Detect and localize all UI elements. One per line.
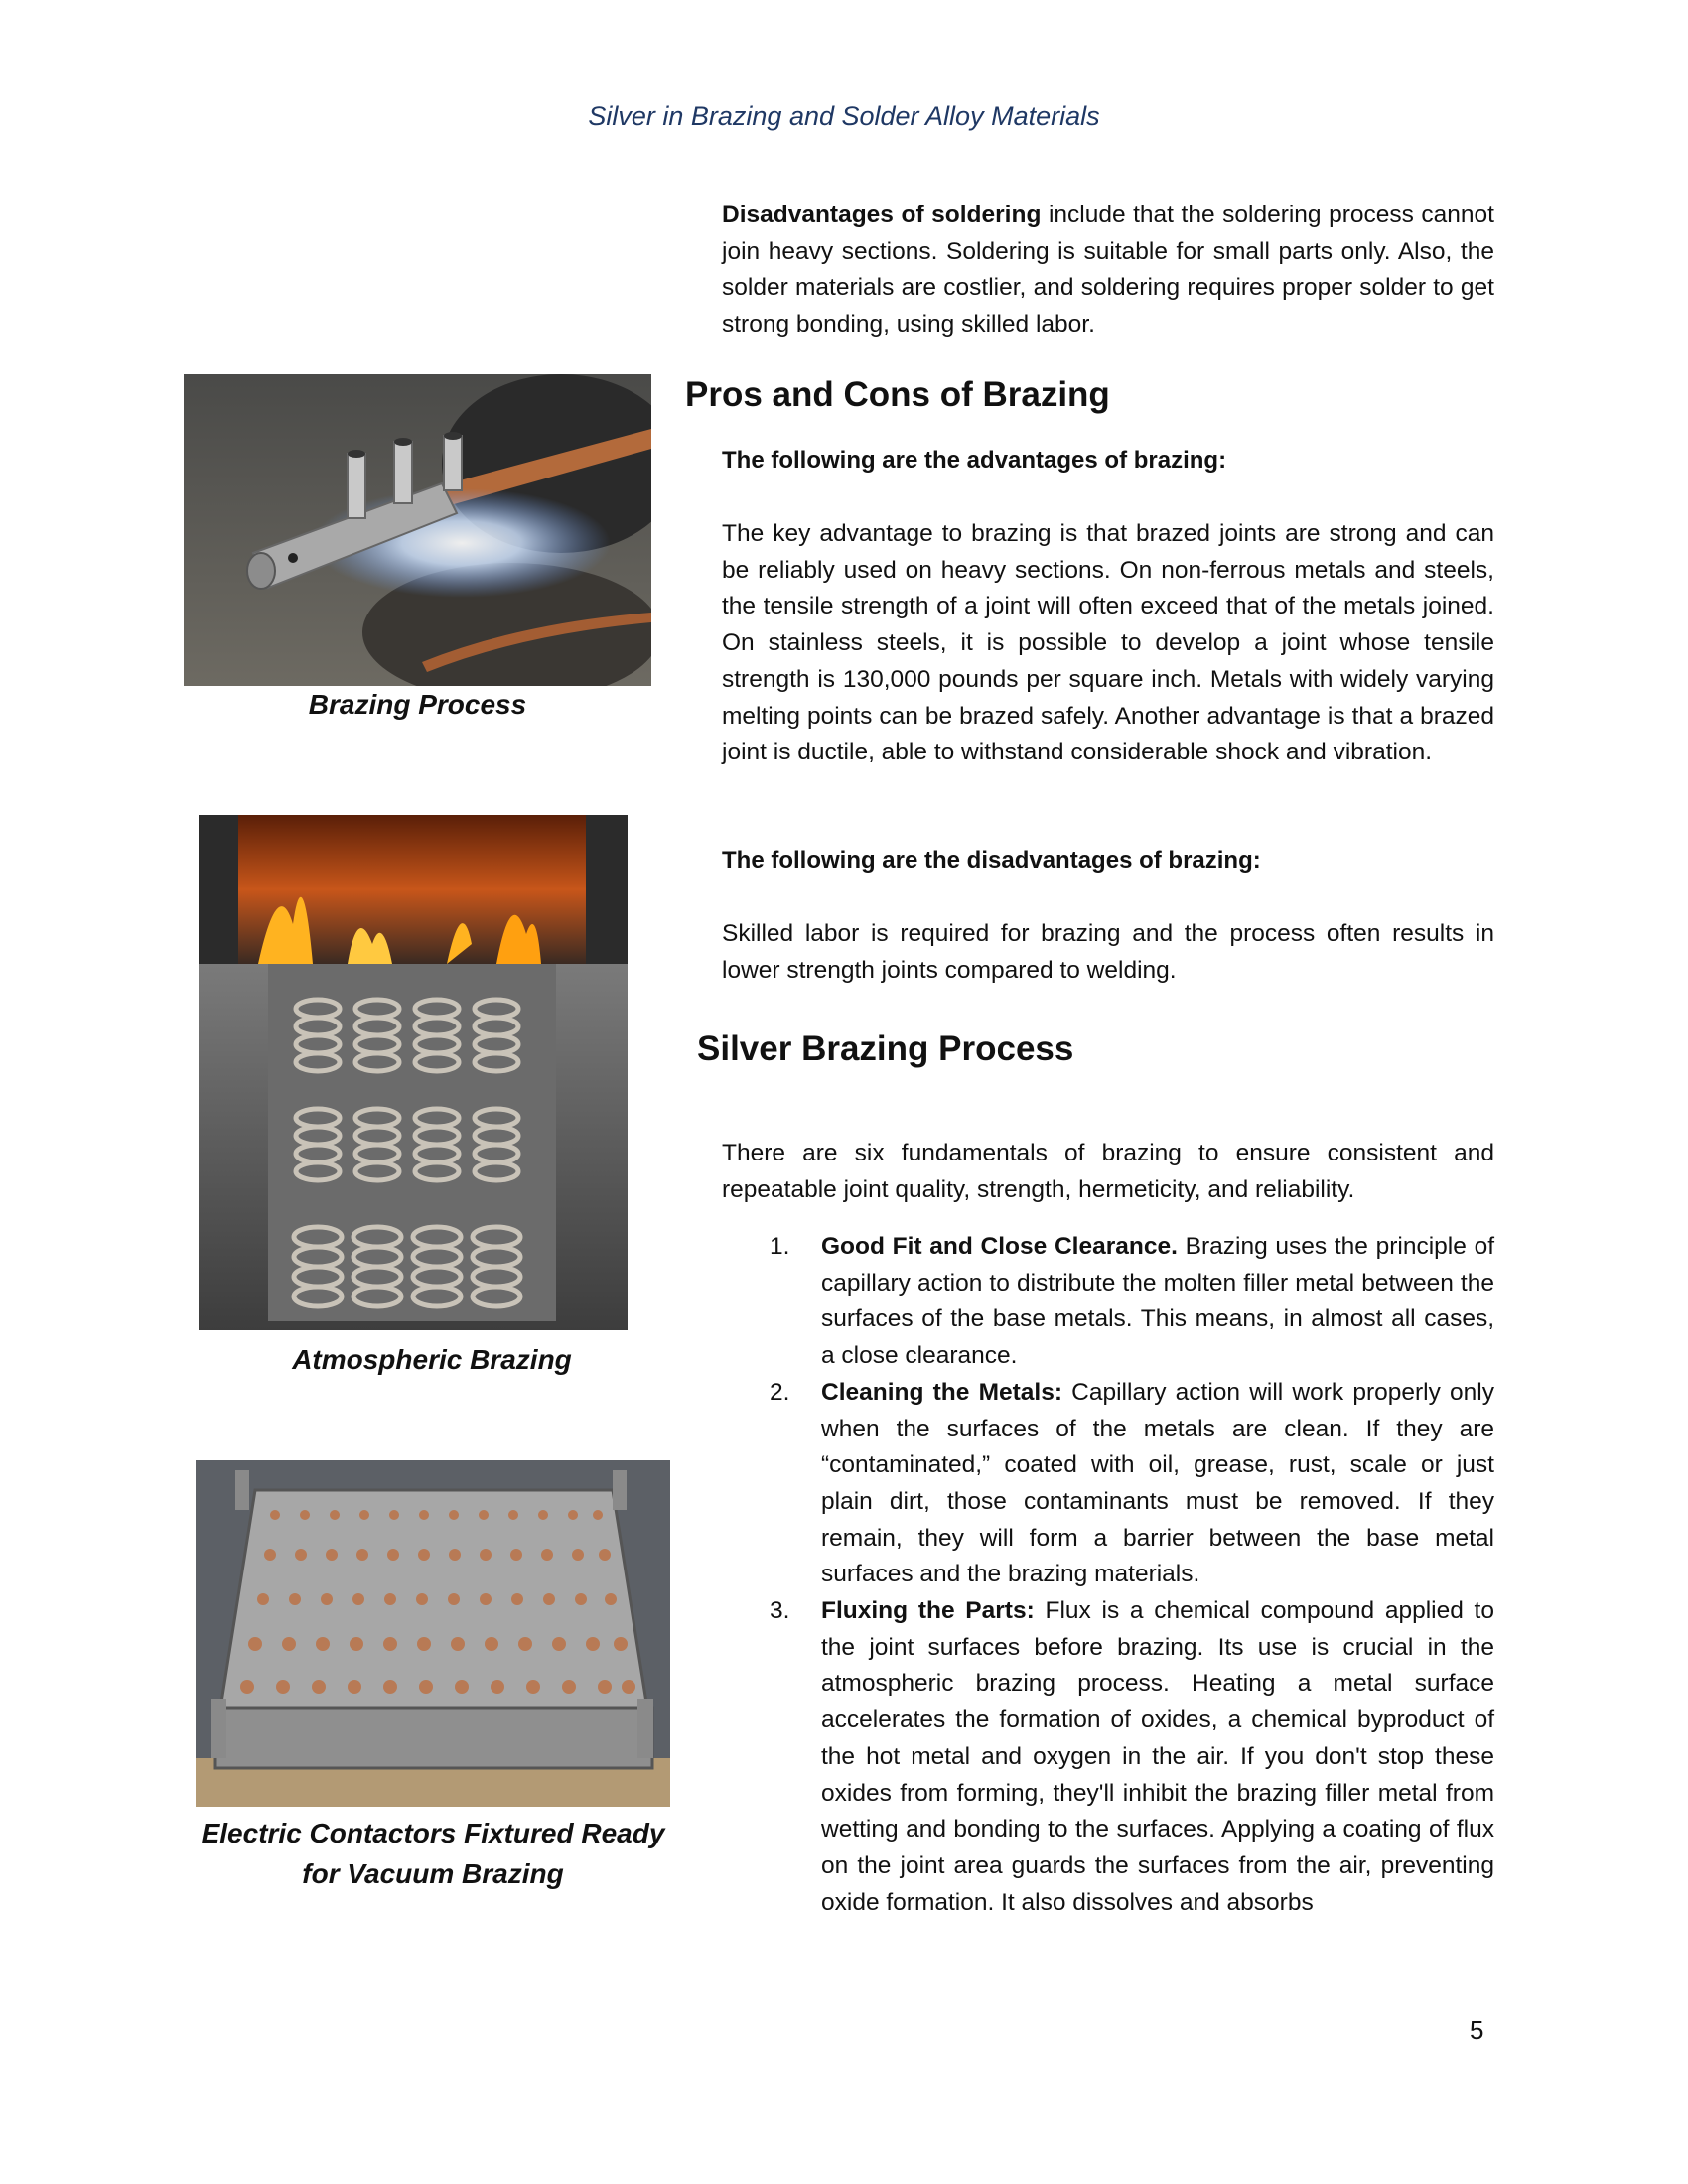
list-item-text: Capillary action will work properly only when the surfaces of the metals are clean. If they are “contaminated,” coated with oil, grease, rust, scale or just plain dirt, those contaminants must be removed. If they remain, they will form a barrier between the base metal surfaces and the brazing materials. — [821, 1378, 1494, 1588]
list-item-title: Fluxing the Parts: — [821, 1597, 1035, 1625]
intro-paragraph — [722, 198, 1494, 343]
advantages-text: The key advantage to brazing is that brazed joints are strong and can be reliably used on heavy sections. On non-ferrous metals and steels, the tensile strength of a joint will often exceed that of the metals joined. On stainless steels, it is possible to develop a joint whose tensile strength is 130,000 pounds per square inch. Metals with widely varying melting points can be brazed safely. Another advantage is that a brazed joint is ductile, able to withstand considerable shock and vibration. — [722, 520, 1494, 766]
caption-contactors — [196, 1813, 670, 1894]
disadvantages-block — [722, 916, 1494, 989]
list-item-text: Flux is a chemical compound applied to the joint surfaces before brazing. Its use is crucial in the atmospheric brazing process. Heating a metal surface accelerates the formation of oxides, a chemical byproduct of the hot metal and oxygen in the air. If you don't stop these oxides from forming, they'll inhibit the brazing filler metal from wetting and bonding to the surfaces. Applying a coating of flux on the joint area guards the surfaces from the air, preventing oxide formation. It also dissolves and absorbs — [821, 1597, 1494, 1916]
caption-brazing-process: Brazing Process — [308, 689, 527, 720]
atmospheric-brazing-photo — [199, 815, 628, 1330]
list-number: 1. — [770, 1233, 790, 1260]
fundamentals-list — [770, 1229, 1494, 1921]
advantages-block — [722, 516, 1494, 771]
intro-bold: Disadvantages of soldering — [722, 202, 1042, 228]
list-item — [770, 1375, 1494, 1593]
brazing-process-photo — [184, 374, 651, 686]
silver-intro-block — [722, 1136, 1494, 1208]
furnace-coils-image — [199, 815, 628, 1330]
caption-contactors-line1: Electric Contactors Fixtured Ready — [201, 1818, 665, 1848]
list-number: 2. — [770, 1378, 790, 1406]
page-number: 5 — [1470, 2015, 1484, 2045]
silver-intro-text: There are six fundamentals of brazing to ensure consistent and repeatable joint quality, strength, hermeticity, and reliability. — [722, 1140, 1494, 1203]
disadvantages-heading: The following are the disadvantages of brazing: — [722, 847, 1261, 874]
list-item-text: Brazing uses the principle of capillary action to distribute the molten filler metal between the surfaces of the base metals. This means, in almost all cases, a close clearance. — [821, 1233, 1494, 1370]
caption-atmospheric-brazing: Atmospheric Brazing — [292, 1344, 572, 1375]
list-item — [770, 1593, 1494, 1921]
list-item — [770, 1229, 1494, 1375]
running-header: Silver in Brazing and Solder Alloy Materials — [588, 101, 1100, 131]
list-number: 3. — [770, 1597, 790, 1625]
contactor-fixture-image — [196, 1460, 670, 1807]
list-item-title: Good Fit and Close Clearance. — [821, 1233, 1178, 1260]
torch-brazing-image — [184, 374, 651, 686]
advantages-heading: The following are the advantages of brazing: — [722, 447, 1227, 474]
intro-block — [722, 198, 1494, 343]
disadvantages-text: Skilled labor is required for brazing and the process often results in lower strength joints compared to welding. — [722, 920, 1494, 984]
contactors-photo — [196, 1460, 670, 1807]
intro-text: include that the soldering process cannot join heavy sections. Soldering is suitable for small parts only. Also, the solder materials are costlier, and soldering requires proper solder to get strong bonding, using skilled labor. — [722, 202, 1494, 339]
list-item-title: Cleaning the Metals: — [821, 1378, 1062, 1406]
heading-pros-cons: Pros and Cons of Brazing — [685, 375, 1110, 414]
heading-silver-brazing: Silver Brazing Process — [697, 1029, 1074, 1068]
caption-contactors-line2: for Vacuum Brazing — [302, 1858, 564, 1889]
